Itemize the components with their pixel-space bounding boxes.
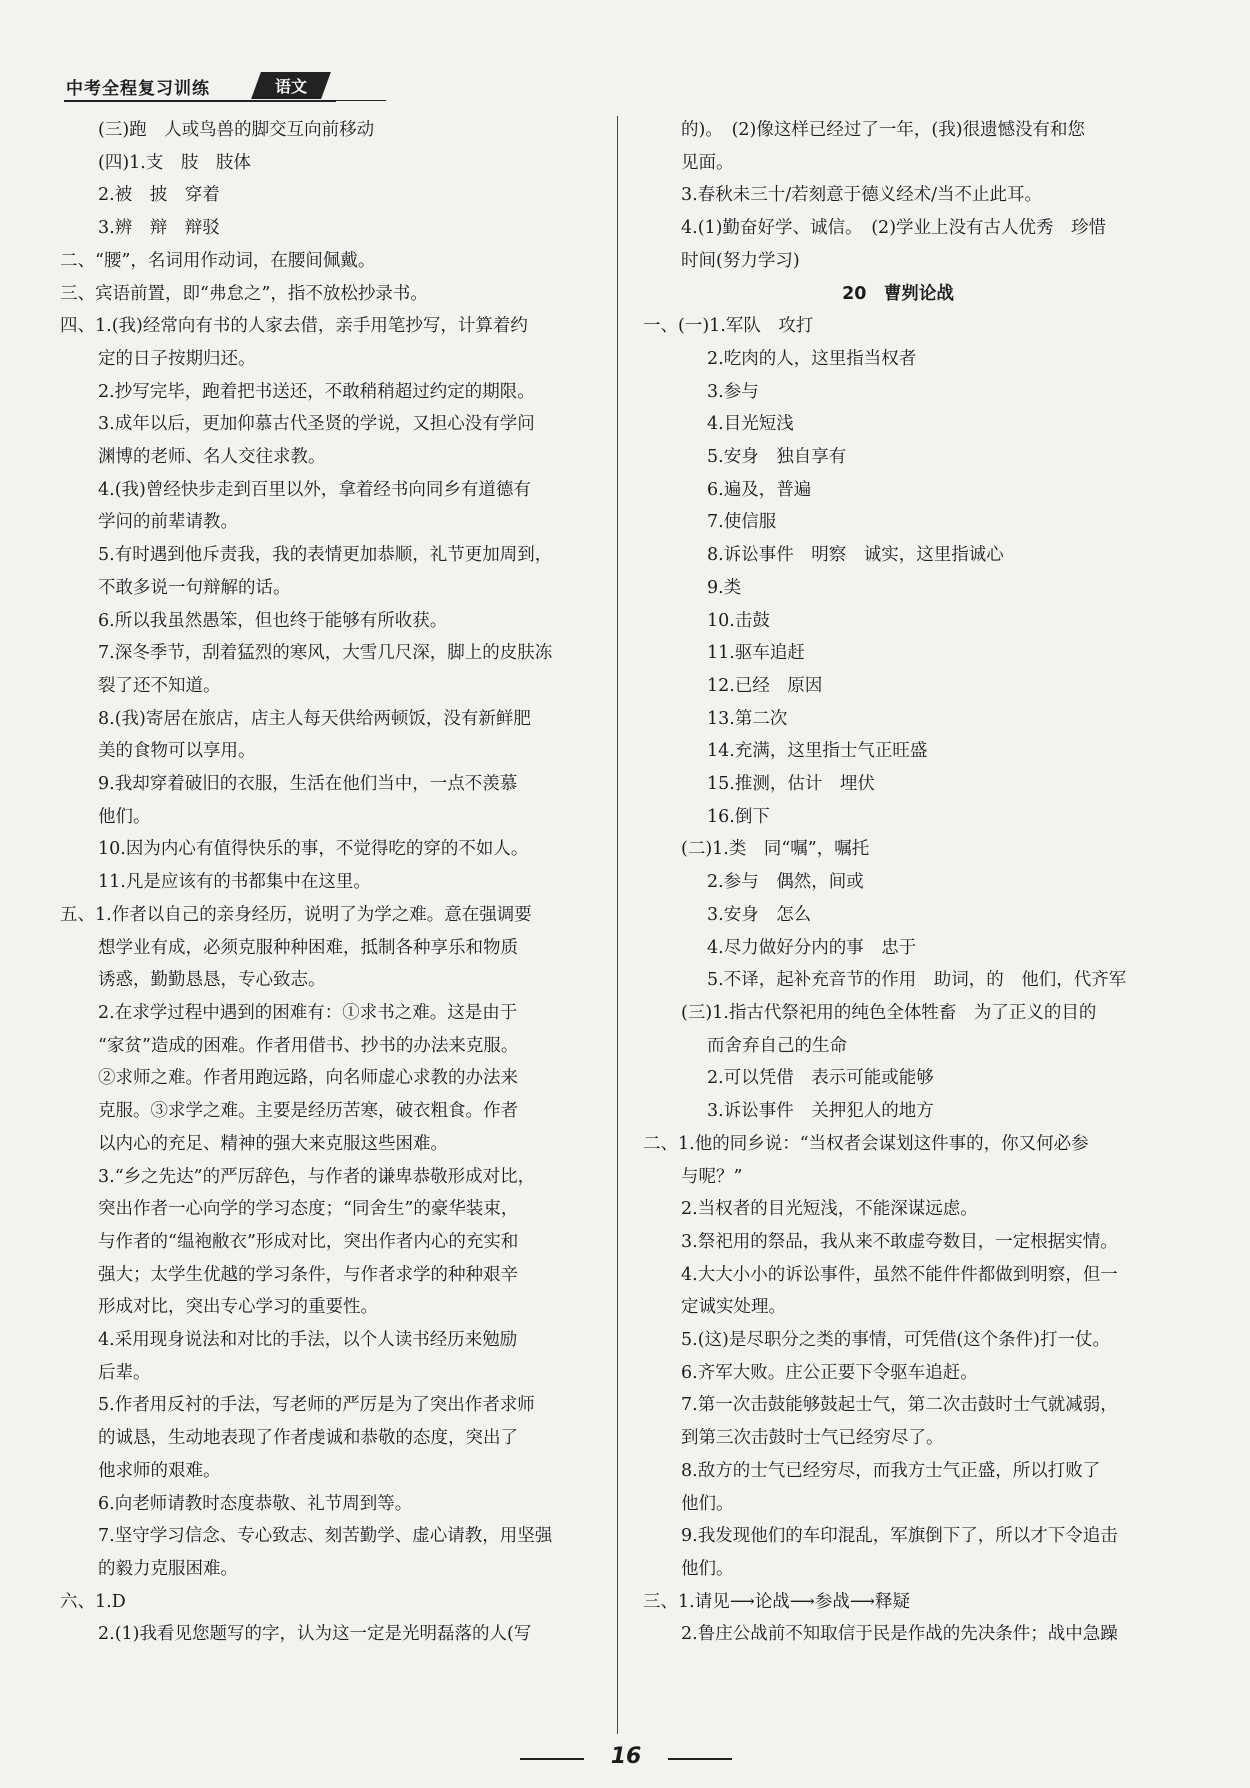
right-column <box>643 114 1153 1651</box>
answer-line: 2.抄写完毕，跑着把书送还，不敢稍稍超过约定的期限。 <box>98 381 535 402</box>
answer-line: 8.敌方的士气已经穷尽，而我方士气正盛，所以打败了 <box>681 1460 1101 1481</box>
answer-line: 2.吃肉的人，这里指当权者 <box>707 348 917 369</box>
answer-line: 11.驱车追赶 <box>707 643 805 664</box>
answer-line: 5.安身 独自享有 <box>707 447 847 468</box>
answer-line: 见面。 <box>681 152 734 173</box>
answer-line: 3.参与 <box>707 381 759 402</box>
answer-line: 美的食物可以享用。 <box>98 741 256 762</box>
answer-line: 以内心的充足、精神的强大来克服这些困难。 <box>98 1133 448 1154</box>
answer-line: 五、1.作者以自己的亲身经历，说明了为学之难。意在强调要 <box>60 904 532 925</box>
answer-line: 5.(这)是尽职分之类的事情，可凭借(这个条件)打一仗。 <box>681 1330 1111 1351</box>
answer-line: 到第三次击鼓时士气已经穷尽了。 <box>681 1428 944 1449</box>
answer-line: 2.鲁庄公战前不知取信于民是作战的先决条件；战中急躁 <box>681 1624 1118 1645</box>
answer-line: ②求师之难。作者用跑远路，向名师虚心求教的办法来 <box>98 1068 518 1089</box>
answer-line: 12.已经 原因 <box>707 675 823 696</box>
answer-line: 定的日子按期归还。 <box>98 348 256 369</box>
answer-line: 9.我发现他们的车印混乱，军旗倒下了，所以才下令追击 <box>681 1526 1118 1547</box>
answer-line: 2.当权者的目光短浅，不能深谋远虑。 <box>681 1199 978 1220</box>
left-column <box>60 114 598 1651</box>
answer-line: 5.作者用反衬的手法，写老师的严厉是为了突出作者求师 <box>98 1395 535 1416</box>
answer-line: 强大；太学生优越的学习条件，与作者求学的种种艰辛 <box>98 1264 518 1285</box>
answer-line: 10.因为内心有值得快乐的事，不觉得吃的穿的不如人。 <box>98 839 529 860</box>
answer-line: 后辈。 <box>98 1362 151 1383</box>
answer-line: 7.深冬季节，刮着猛烈的寒风，大雪几尺深，脚上的皮肤冻 <box>98 643 553 664</box>
answer-line: 6.齐军大败。庄公正要下令驱车追赶。 <box>681 1362 978 1383</box>
answer-line: 3.安身 怎么 <box>707 904 812 925</box>
header-rule <box>326 72 386 101</box>
answer-line: 6.遍及，普遍 <box>707 479 812 500</box>
answer-line: 14.充满，这里指士气正旺盛 <box>707 741 928 762</box>
answer-line: 想学业有成，必须克服种种困难，抵制各种享乐和物质 <box>98 937 518 958</box>
answer-line: 他们。 <box>681 1558 734 1579</box>
answer-line: 诱惑，勤勤恳恳，专心致志。 <box>98 970 326 991</box>
answer-line: 4.尽力做好分内的事 忠于 <box>707 937 917 958</box>
answer-line: 渊博的老师、名人交往求教。 <box>98 447 326 468</box>
answer-line: 9.我却穿着破旧的衣服，生活在他们当中，一点不羡慕 <box>98 774 518 795</box>
answer-line: 3.“乡之先达”的严厉辞色，与作者的谦卑恭敬形成对比， <box>98 1166 536 1187</box>
answer-line: 2.在求学过程中遇到的困难有：①求书之难。这是由于 <box>98 1002 518 1023</box>
answer-line: 7.第一次击鼓能够鼓起士气，第二次击鼓时士气就减弱， <box>681 1395 1118 1416</box>
answer-line: (三)跑 人或鸟兽的脚交互向前移动 <box>98 120 375 140</box>
section-heading: 20 曹刿论战 <box>842 283 954 304</box>
answer-line: 6.所以我虽然愚笨，但也终于能够有所收获。 <box>98 610 448 631</box>
answer-line: 8.诉讼事件 明察 诚实，这里指诚心 <box>707 545 1004 566</box>
answer-line: 4.大大小小的诉讼事件，虽然不能件件都做到明察，但一 <box>681 1264 1118 1285</box>
answer-line: 5.有时遇到他斥责我，我的表情更加恭顺，礼节更加周到， <box>98 545 553 566</box>
answer-line: 3.春秋未三十/若刻意于德义经术/当不止此耳。 <box>681 185 1042 206</box>
answer-line: 2.可以凭借 表示可能或能够 <box>707 1068 934 1089</box>
page-footer <box>0 1744 1250 1774</box>
answer-line: 16.倒下 <box>707 806 770 827</box>
page-number: 16 <box>610 1744 642 1769</box>
answer-line: 13.第二次 <box>707 708 788 729</box>
answer-line: 与呢？” <box>681 1166 743 1187</box>
column-divider <box>617 116 618 1734</box>
answer-line: 与作者的“缊袍敝衣”形成对比，突出作者内心的充实和 <box>98 1231 519 1252</box>
answer-line: 3.祭祀用的祭品，我从来不敢虚夸数目，一定根据实情。 <box>681 1231 1118 1252</box>
answer-line: 二、1.他的同乡说：“当权者会谋划这件事的，你又何必参 <box>643 1133 1089 1154</box>
answer-line: (三)1.指古代祭祀用的纯色全体牲畜 为了正义的目的 <box>681 1002 1097 1023</box>
answer-line: 3.诉讼事件 关押犯人的地方 <box>707 1101 934 1122</box>
footer-ornament-right <box>668 1758 732 1760</box>
answer-line: 他求师的艰难。 <box>98 1460 221 1481</box>
answer-line: 三、宾语前置，即“弗怠之”，指不放松抄录书。 <box>60 283 428 304</box>
answer-line: 的毅力克服困难。 <box>98 1558 238 1579</box>
answer-line: 三、1.请见⟶论战⟶参战⟶释疑 <box>643 1591 910 1612</box>
answer-line: 的)。 (2)像这样已经过了一年，(我)很遗憾没有和您 <box>681 120 1086 140</box>
answer-line: 2.(1)我看见您题写的字，认为这一定是光明磊落的人(写 <box>98 1624 532 1645</box>
answer-line: 四、1.(我)经常向有书的人家去借，亲手用笔抄写，计算着约 <box>60 316 528 337</box>
answer-line: 3.成年以后，更加仰慕古代圣贤的学说，又担心没有学问 <box>98 414 535 435</box>
page-header <box>64 72 344 102</box>
answer-line: 6.向老师请教时态度恭敬、礼节周到等。 <box>98 1493 413 1514</box>
answer-line: 3.辨 辩 辩驳 <box>98 218 220 239</box>
answer-line: 10.击鼓 <box>707 610 770 631</box>
answer-line: 一、(一)1.军队 攻打 <box>643 316 814 337</box>
answer-line: 克服。③求学之难。主要是经历苦寒，破衣粗食。作者 <box>98 1101 518 1122</box>
book-title: 中考全程复习训练 <box>66 79 210 99</box>
answer-line: 时间(努力学习) <box>681 250 800 271</box>
answer-line: 11.凡是应该有的书都集中在这里。 <box>98 872 371 893</box>
answer-line: 而舍弃自己的生命 <box>707 1035 847 1056</box>
answer-line: 15.推测，估计 埋伏 <box>707 774 875 795</box>
answer-line: 学问的前辈请教。 <box>98 512 238 533</box>
answer-line: 8.(我)寄居在旅店，店主人每天供给两顿饭，没有新鲜肥 <box>98 708 531 729</box>
answer-line: 裂了还不知道。 <box>98 675 221 696</box>
answer-line: (四)1.支 肢 肢体 <box>98 152 251 173</box>
answer-line: 他们。 <box>681 1493 734 1514</box>
answer-line: 定诚实处理。 <box>681 1297 786 1318</box>
subject-label: 语文 <box>274 77 307 96</box>
answer-line: 5.不译，起补充音节的作用 助词，的 他们，代齐军 <box>707 970 1127 991</box>
footer-ornament-left <box>520 1758 584 1760</box>
answer-line: 的诚恳，生动地表现了作者虔诚和恭敬的态度，突出了 <box>98 1428 518 1449</box>
answer-line: 7.坚守学习信念、专心致志、刻苦勤学、虚心请教，用坚强 <box>98 1526 553 1547</box>
answer-line: 4.(我)曾经快步走到百里以外，拿着经书向同乡有道德有 <box>98 479 531 500</box>
answer-line: 9.类 <box>707 577 742 598</box>
answer-line: (二)1.类 同“嘱”，嘱托 <box>681 839 870 860</box>
answer-line: 2.参与 偶然，间或 <box>707 872 864 893</box>
answer-line: 2.被 披 穿着 <box>98 185 220 206</box>
answer-line: 4.(1)勤奋好学、诚信。 (2)学业上没有古人优秀 珍惜 <box>681 218 1107 239</box>
answer-line: 7.使信服 <box>707 512 777 533</box>
answer-line: 突出作者一心向学的学习态度；“同舍生”的豪华装束， <box>98 1199 519 1220</box>
answer-line: 4.目光短浅 <box>707 414 794 435</box>
answer-line: 4.采用现身说法和对比的手法，以个人读书经历来勉励 <box>98 1330 518 1351</box>
answer-line: 他们。 <box>98 806 151 827</box>
answer-line: 形成对比，突出专心学习的重要性。 <box>98 1297 378 1318</box>
subject-tag <box>251 72 331 99</box>
answer-line: 六、1.D <box>60 1591 126 1612</box>
answer-line: 不敢多说一句辩解的话。 <box>98 577 291 598</box>
answer-line: “家贫”造成的困难。作者用借书、抄书的办法来克服。 <box>98 1035 519 1056</box>
answer-line: 二、“腰”，名词用作动词，在腰间佩戴。 <box>60 250 376 271</box>
